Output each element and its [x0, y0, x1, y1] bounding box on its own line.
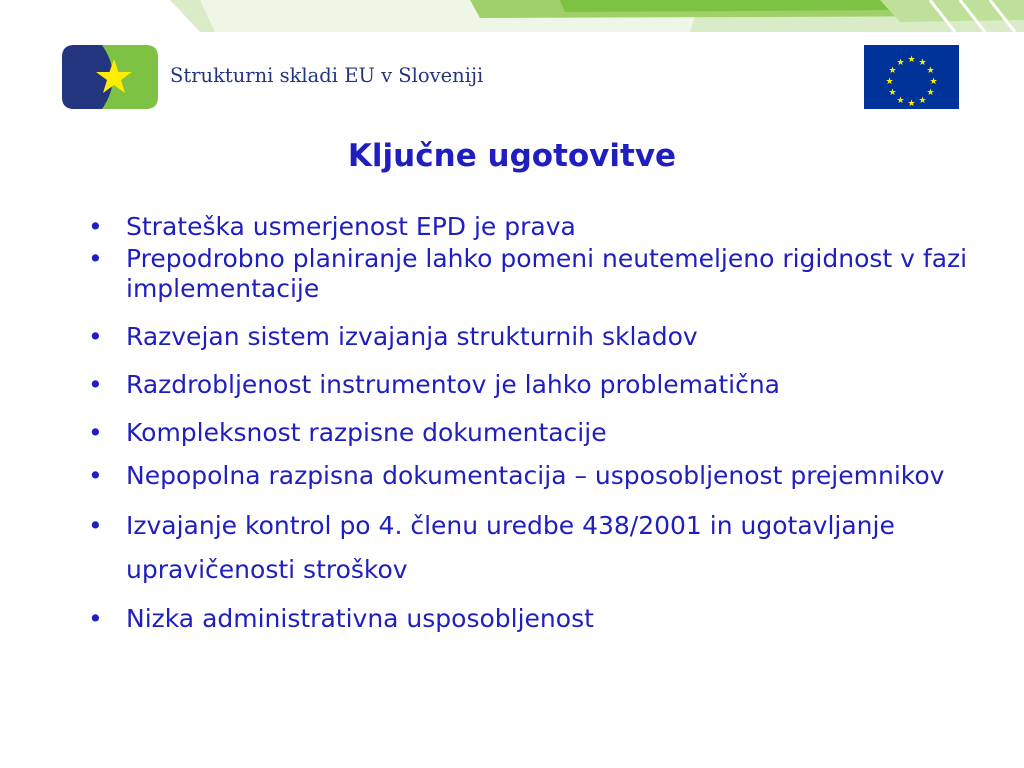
bullet-list [88, 212, 968, 634]
svg-text:★: ★ [926, 66, 935, 76]
bullet-item: • Kompleksnost razpisne dokumentacije [88, 418, 968, 448]
svg-text:★: ★ [918, 96, 927, 106]
svg-text:★: ★ [896, 58, 905, 68]
logo-text: Strukturni skladi EU v Sloveniji [170, 64, 484, 87]
svg-text:★: ★ [896, 96, 905, 106]
bullet-item: • Strateška usmerjenost EPD je prava [88, 212, 968, 242]
svg-text:★: ★ [918, 58, 927, 68]
svg-text:★: ★ [888, 66, 897, 76]
bullet-item: • Prepodrobno planiranje lahko pomeni neutemeljeno rigidnost v fazi implementacije [88, 244, 968, 304]
bullet-item: • Nepopolna razpisna dokumentacija – usposobljenost prejemnikov [88, 454, 968, 498]
structural-funds-logo [62, 45, 158, 109]
top-decorative-band [0, 0, 1024, 32]
slide-title: Ključne ugotovitve [347, 138, 677, 174]
bullet-item: • Razvejan sistem izvajanja strukturnih skladov [88, 322, 968, 352]
bullet-item: • Nizka administrativna usposobljenost [88, 604, 968, 634]
svg-text:★: ★ [929, 77, 938, 87]
eu-flag-icon [864, 45, 959, 109]
svg-text:★: ★ [926, 88, 935, 98]
bullet-item: • Razdrobljenost instrumentov je lahko problematična [88, 370, 968, 400]
svg-text:★: ★ [907, 55, 916, 65]
svg-text:★: ★ [885, 77, 894, 87]
svg-text:★: ★ [907, 99, 916, 109]
bullet-item: • Izvajanje kontrol po 4. členu uredbe 438/2001 in ugotavljanje upravičenosti stroškov [88, 504, 968, 592]
svg-text:★: ★ [888, 88, 897, 98]
